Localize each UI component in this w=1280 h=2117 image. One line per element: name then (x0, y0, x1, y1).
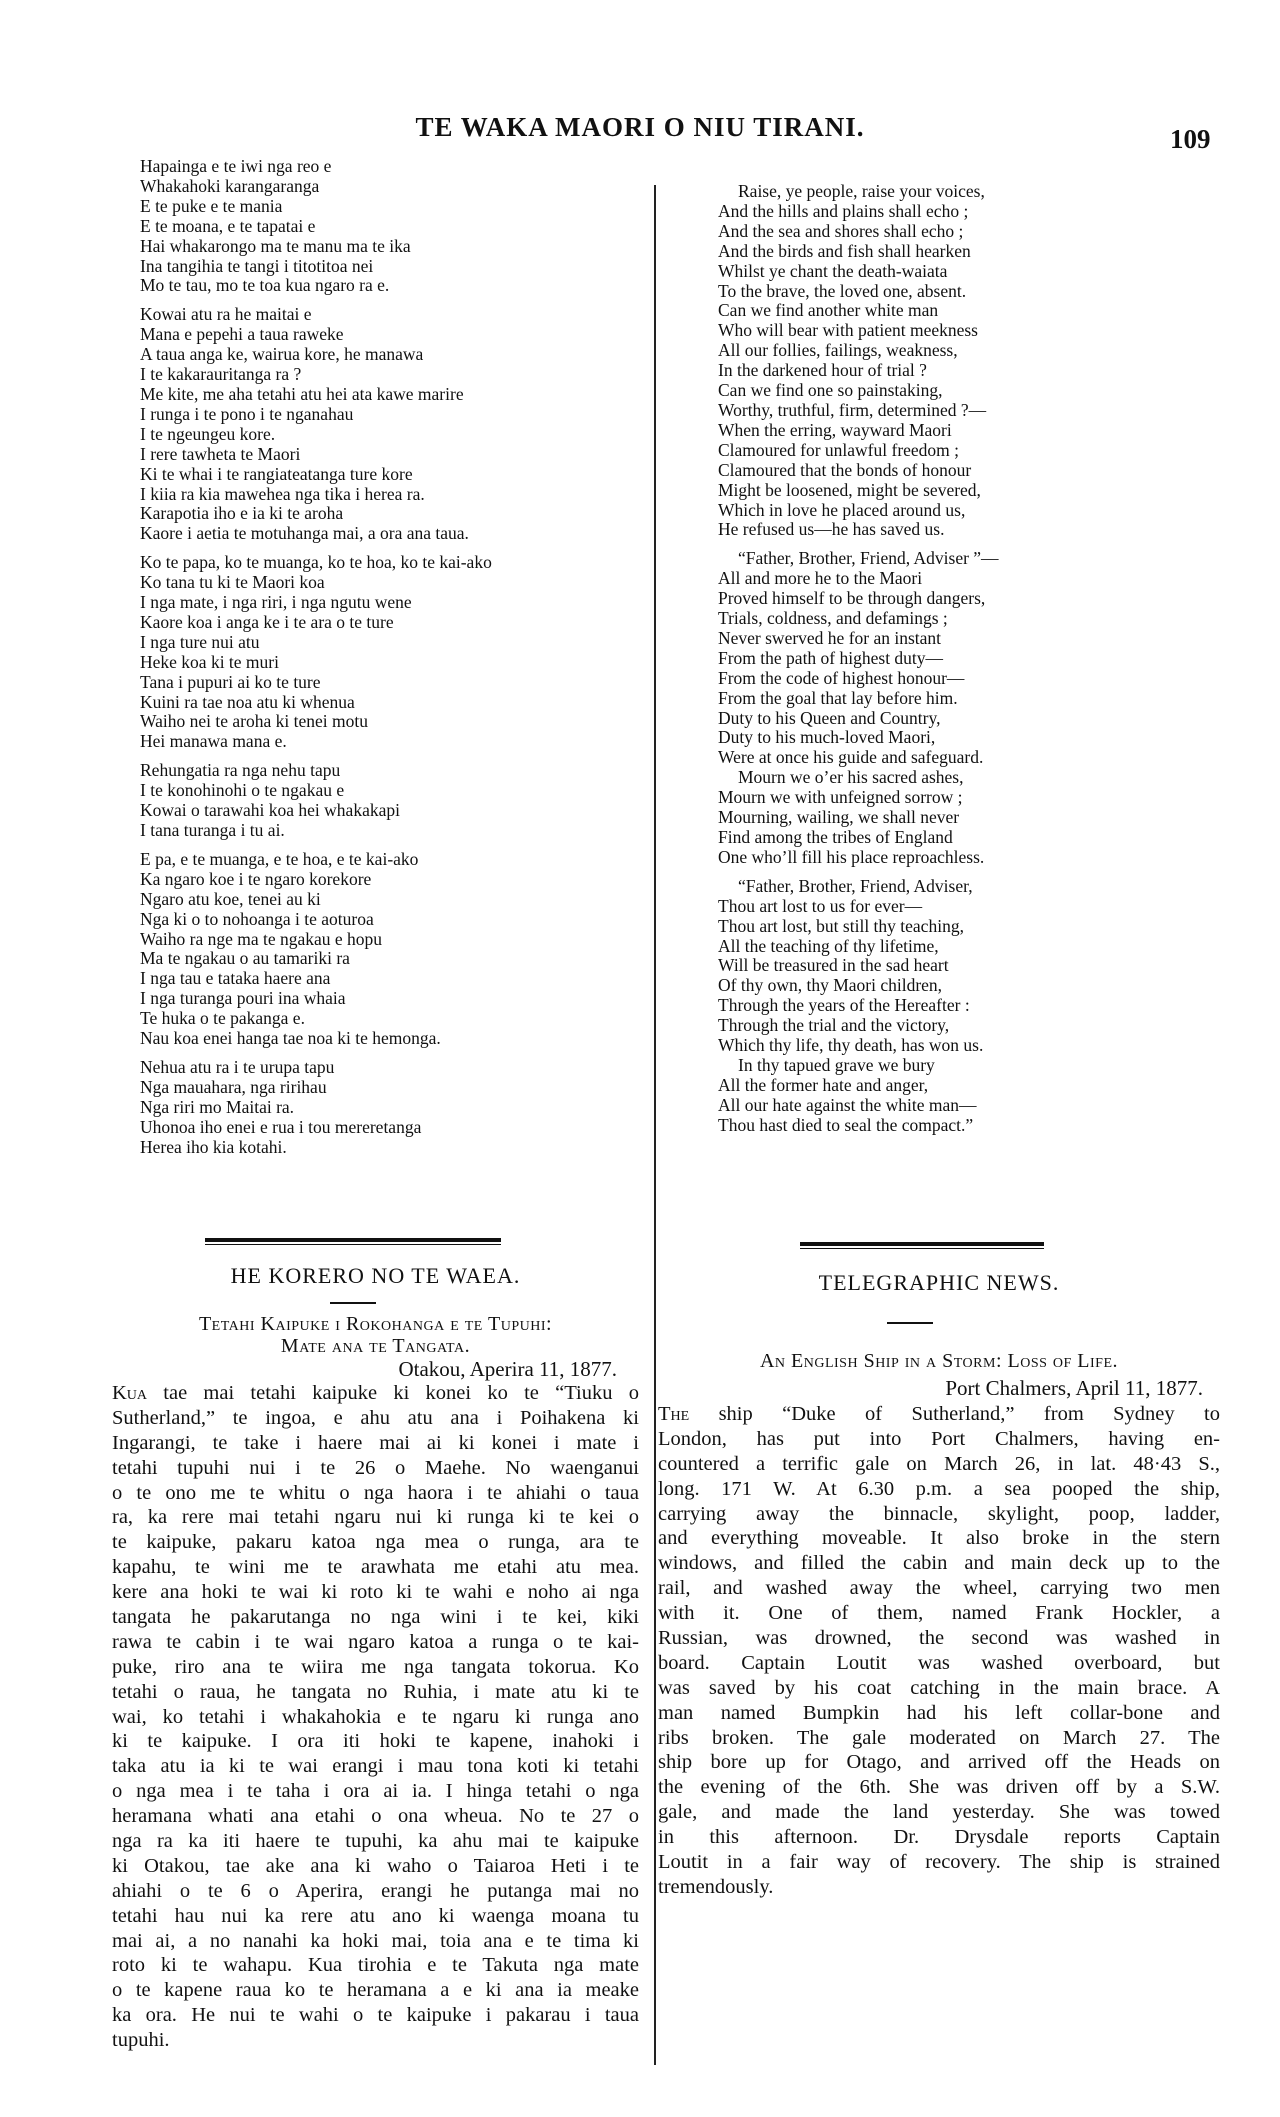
text-line: with it. One of them, named Frank Hockler, a (658, 1602, 1220, 1625)
text-line: ribs broken. The gale moderated on March 27. The (658, 1726, 1220, 1749)
verse-line: Ngaro atu koe, tenei au ki (140, 888, 321, 909)
verse-line: Worthy, truthful, firm, determined ?— (718, 399, 987, 420)
verse-line: Trials, coldness, and defamings ; (718, 608, 948, 629)
text-line: rawa te cabin i te wai ngaro katoa a runga o te kai- (112, 1630, 639, 1653)
text-line: ki te kaipuke. I ora iti hoki te kapene, inahoki i (112, 1730, 639, 1753)
verse-line: Which thy life, thy death, has won us. (718, 1035, 984, 1056)
verse-line: E te puke e te mania (140, 195, 283, 216)
verse-line: I nga tau e tataka haere ana (140, 968, 331, 989)
verse-line: Waiho nei te aroha ki tenei motu (140, 711, 368, 732)
verse-line: Tana i pupuri ai ko te ture (140, 671, 321, 692)
verse-line: Ko te papa, ko te muanga, ko te hoa, ko te kai-ako (140, 552, 492, 573)
text-line-rest: tae mai tetahi kaipuke ki konei ko te “Tiuku o (147, 1382, 639, 1404)
verse-line: Through the years of the Hereafter : (718, 995, 970, 1016)
lead-word: The (658, 1403, 690, 1425)
verse-line: I te konohinohi o te ngakau e (140, 780, 345, 801)
verse-line: Kowai o tarawahi koa hei whakakapi (140, 800, 400, 821)
verse-line: And the birds and fish shall hearken (718, 240, 971, 261)
text-line: puke, riro ana te wiira me nga tangata tokorua. Ko (112, 1655, 639, 1678)
stanza (140, 1058, 492, 1158)
verse-line: Ki te whai i te rangiateatanga ture kore (140, 463, 413, 484)
verse-line: He refused us—he has saved us. (718, 519, 945, 540)
verse-line: I nga turanga pouri ina whaia (140, 988, 346, 1009)
verse-line: I kiia ra kia mawehea nga tika i herea ra. (140, 483, 425, 504)
verse-line: Rehungatia ra nga nehu tapu (140, 760, 341, 781)
verse-line: When the erring, wayward Maori (718, 419, 952, 440)
verse-line: Whakahoki karangaranga (140, 175, 320, 196)
stanza (718, 877, 999, 1136)
verse-line: All our hate against the white man— (718, 1094, 977, 1115)
verse-line: Raise, ye people, raise your voices, (738, 181, 985, 201)
maori-article-body (112, 1381, 639, 2053)
text-line: London, has put into Port Chalmers, having en- (658, 1427, 1220, 1450)
verse-line: Thou art lost, but still thy teaching, (718, 915, 964, 936)
text-line: ra, ka rere mai tetahi ngaru nui ki runga ki te kei o (112, 1506, 639, 1529)
article-dateline: Otakou, Aperira 11, 1877. (398, 1357, 617, 1381)
column-divider (654, 185, 656, 2065)
article-subheading: An English Ship in a Storm: Loss of Life. (759, 1350, 1119, 1372)
page-number: 109 (1170, 124, 1211, 154)
section-title-english: TELEGRAPHIC NEWS. (818, 1270, 1060, 1295)
text-line: tangata he pakarutanga no nga wini i te kei, kiki (112, 1606, 639, 1629)
text-line: tremendously. (658, 1875, 774, 1898)
verse-line: Ina tangihia te tangi i titotitoa nei (140, 255, 374, 276)
verse-line: Clamoured that the bonds of honour (718, 459, 972, 480)
verse-line: In thy tapued grave we bury (738, 1054, 935, 1075)
verse-line: All our follies, failings, weakness, (718, 340, 958, 361)
verse-line: Ka ngaro koe i te ngaro korekore (140, 868, 372, 889)
text-line: and everything moveable. It also broke in the stern (658, 1527, 1220, 1550)
article-subheading-line-1: Tetahi Kaipuke i Rokohanga e te Tupuhi: (198, 1313, 553, 1335)
text-line: gale, and made the land yesterday. She was towed (658, 1801, 1220, 1824)
article-dateline: Port Chalmers, April 11, 1877. (945, 1376, 1203, 1400)
verse-line: A taua anga ke, wairua kore, he manawa (140, 344, 424, 365)
text-line: o te ono me te whitu o nga haora i te ahiahi o taua (112, 1481, 639, 1504)
text-line: tetahi tupuhi nui i te 26 o Maehe. No waenganui (112, 1456, 639, 1479)
verse-line: From the code of highest honour— (718, 667, 965, 688)
verse-line: Were at once his guide and safeguard. (718, 747, 984, 768)
stanza (140, 553, 492, 752)
verse-line: Hapainga e te iwi nga reo e (140, 156, 332, 176)
verse-line: Mourning, wailing, we shall never (718, 807, 960, 828)
verse-line: Might be loosened, might be severed, (718, 479, 981, 500)
verse-line: Nga ki o to nohoanga i te aoturoa (140, 908, 374, 929)
text-line: windows, and filled the cabin and main deck up to the (658, 1552, 1220, 1575)
verse-line: Kuini ra tae noa atu ki whenua (140, 691, 355, 712)
text-line: the evening of the 6th. She was driven off by a S.W. (658, 1776, 1220, 1799)
verse-line: Ko tana tu ki te Maori koa (140, 572, 325, 593)
stanza (718, 182, 999, 540)
text-line: in this afternoon. Dr. Drysdale reports Captain (658, 1826, 1220, 1849)
verse-line: Duty to his much-loved Maori, (718, 727, 936, 748)
text-line: Ingarangi, te take i haere mai ai ki konei i mate i (112, 1431, 639, 1454)
text-line: roto ki te wahapu. Kua tirohia e te Takuta nga mate (112, 1954, 639, 1977)
verse-line: E te moana, e te tapatai e (140, 215, 316, 236)
verse-line: Mo te tau, mo te toa kua ngaro ra e. (140, 275, 390, 296)
verse-line: One who’ll fill his place reproachless. (718, 846, 985, 867)
verse-line: I tana turanga i tu ai. (140, 820, 285, 840)
verse-line: Through the trial and the victory, (718, 1015, 950, 1036)
verse-line: I nga mate, i nga riri, i nga ngutu wene (140, 592, 412, 613)
verse-line: I nga ture nui atu (140, 631, 260, 652)
verse-line: Whilst ye chant the death-waiata (718, 260, 948, 281)
text-line: Russian, was drowned, the second was washed in (658, 1627, 1220, 1650)
article-subheading-line-2: Mate ana te Tangata. (280, 1335, 471, 1357)
text-line: Loutit in a fair way of recovery. The ship is strained (658, 1851, 1220, 1874)
english-lament-poem (718, 182, 999, 1145)
verse-line: Herea iho kia kotahi. (140, 1136, 287, 1157)
lead-word: Kua (112, 1382, 148, 1404)
verse-line: Of thy own, thy Maori children, (718, 975, 943, 996)
text-line: Sutherland,” te ingoa, e ahu atu ana i Poihakena ki (112, 1406, 639, 1429)
text-line-rest: ship “Duke of Sutherland,” from Sydney to (689, 1403, 1220, 1425)
stanza (140, 305, 492, 544)
stanza (140, 850, 492, 1049)
english-article-body (658, 1402, 1220, 1900)
verse-line: Clamoured for unlawful freedom ; (718, 439, 960, 460)
text-line: tetahi o raua, he tangata no Ruhia, i mate atu ki te (112, 1680, 639, 1703)
text-line: carrying away the binnacle, skylight, poop, ladder, (658, 1502, 1220, 1525)
text-line: was saved by his coat catching in the main brace. A (658, 1676, 1220, 1699)
verse-line: “Father, Brother, Friend, Adviser, (738, 875, 973, 896)
verse-line: Can we find another white man (718, 300, 939, 321)
verse-line: “Father, Brother, Friend, Adviser ”— (738, 548, 999, 569)
text-line: tupuhi. (112, 2029, 170, 2052)
verse-line: Nau koa enei hanga tae noa ki te hemonga. (140, 1028, 441, 1049)
verse-line: In the darkened hour of trial ? (718, 360, 927, 381)
verse-line: E pa, e te muanga, e te hoa, e te kai-ako (140, 848, 419, 869)
text-line: o nga mea i te taha i ora ai ia. I hinga tetahi o nga (112, 1780, 639, 1803)
verse-line: Proved himself to be through dangers, (718, 588, 986, 609)
verse-line: Thou art lost to us for ever— (718, 895, 923, 916)
verse-line: Which in love he placed around us, (718, 499, 966, 520)
stanza (140, 157, 492, 296)
text-line: heramana whati ana etahi o ona wheua. No te 27 o (112, 1805, 639, 1828)
maori-lament-poem (140, 157, 492, 1167)
verse-line: Nga mauahara, nga ririhau (140, 1076, 327, 1097)
text-line: taka atu ia ki te wai erangi i mau tona koti ki tetahi (112, 1755, 639, 1778)
verse-line: Te huka o te pakanga e. (140, 1008, 305, 1029)
text-line: countered a terrific gale on March 26, in lat. 48·43 S., (658, 1452, 1220, 1475)
verse-line: Mourn we o’er his sacred ashes, (738, 767, 964, 788)
verse-line: Mourn we with unfeigned sorrow ; (718, 787, 963, 808)
running-head-title: TE WAKA MAORI O NIU TIRANI. (415, 112, 865, 142)
verse-line: Kaore i aetia te motuhanga mai, a ora ana taua. (140, 523, 469, 544)
verse-line: I te kakarauritanga ra ? (140, 364, 302, 385)
short-rule (330, 1302, 376, 1304)
verse-line: Duty to his Queen and Country, (718, 707, 941, 728)
text-line (112, 1381, 639, 1406)
verse-line: Waiho ra nge ma te ngakau e hopu (140, 928, 383, 949)
text-line: board. Captain Loutit was washed overboard, but (658, 1651, 1220, 1674)
verse-line: Will be treasured in the sad heart (718, 955, 949, 976)
verse-line: All the teaching of thy lifetime, (718, 935, 939, 956)
verse-line: All and more he to the Maori (718, 568, 923, 589)
text-line: ka ora. He nui te wahi o te kaipuke i pakarau i taua (112, 2004, 639, 2027)
text-line: tetahi hau nui ka rere atu ano ki waenga moana tu (112, 1904, 639, 1927)
verse-line: I rere tawheta te Maori (140, 443, 301, 464)
verse-line: Find among the tribes of England (718, 827, 953, 847)
verse-line: Thou hast died to seal the compact.” (718, 1114, 974, 1135)
verse-line: Hai whakarongo ma te manu ma te ika (140, 235, 411, 256)
verse-line: Hei manawa mana e. (140, 731, 287, 752)
stanza (140, 761, 492, 841)
verse-line: Nehua atu ra i te urupa tapu (140, 1056, 335, 1077)
text-line: rail, and washed away the wheel, carrying two men (658, 1577, 1220, 1600)
verse-line: All the former hate and anger, (718, 1074, 929, 1095)
verse-line: Nga riri mo Maitai ra. (140, 1096, 295, 1117)
text-line: mai ai, a no nanahi ka hoki mai, toia ana e te tima ki (112, 1929, 639, 1952)
verse-line: And the sea and shores shall echo ; (718, 220, 964, 241)
verse-line: Can we find one so painstaking, (718, 380, 943, 401)
text-line: man named Bumpkin had his left collar-bone and (658, 1701, 1220, 1724)
verse-line: From the goal that lay before him. (718, 687, 958, 708)
verse-line: Me kite, me aha tetahi atu hei ata kawe marire (140, 383, 464, 404)
text-line: ship bore up for Otago, and arrived off the Heads on (658, 1751, 1220, 1774)
verse-line: I te ngeungeu kore. (140, 423, 276, 444)
text-line (658, 1402, 1220, 1427)
verse-line: Uhonoa iho enei e rua i tou mereretanga (140, 1116, 422, 1137)
verse-line: Karapotia iho e ia ki te aroha (140, 503, 344, 524)
verse-line: Mana e pepehi a taua raweke (140, 324, 344, 345)
verse-line: And the hills and plains shall echo ; (718, 200, 969, 221)
verse-line: I runga i te pono i te nganahau (140, 403, 354, 424)
short-rule (887, 1322, 933, 1324)
verse-line: Kaore koa i anga ke i te ara o te ture (140, 611, 394, 632)
section-double-rule (205, 1238, 501, 1245)
text-line: ahiahi o te 6 o Aperira, erangi he putanga mai no (112, 1879, 639, 1902)
verse-line: From the path of highest duty— (718, 647, 944, 668)
verse-line: Kowai atu ra he maitai e (140, 304, 312, 325)
verse-line: Ma te ngakau o au tamariki ra (140, 948, 350, 969)
verse-line: Who will bear with patient meekness (718, 320, 978, 341)
section-title-maori: HE KORERO NO TE WAEA. (230, 1263, 521, 1288)
text-line: o te kapene raua ko te heramana a e ki ana ia meake (112, 1979, 639, 2002)
text-line: ki Otakou, tae ake ana ki waho o Taiaroa Heti i te (112, 1854, 639, 1877)
text-line: long. 171 W. At 6.30 p.m. a sea pooped the ship, (658, 1477, 1220, 1500)
text-line: kere ana hoki te wai ki roto ki te wahi e noho ai nga (112, 1581, 639, 1604)
verse-line: Never swerved he for an instant (718, 627, 942, 648)
text-line: nga ra ka iti haere te tupuhi, ka ahu mai te kaipuke (112, 1830, 639, 1853)
text-line: wai, ko tetahi i whakahokia e te ngaru ki runga ano (112, 1705, 639, 1728)
verse-line: Heke koa ki te muri (140, 651, 279, 672)
verse-line: To the brave, the loved one, absent. (718, 280, 967, 301)
text-line: kapahu, te wini me te arawhata me etahi atu mea. (112, 1556, 639, 1579)
section-double-rule (800, 1242, 1044, 1249)
text-line: te kaipuke, pakaru katoa nga mea o runga, ara te (112, 1531, 639, 1554)
stanza (718, 549, 999, 868)
